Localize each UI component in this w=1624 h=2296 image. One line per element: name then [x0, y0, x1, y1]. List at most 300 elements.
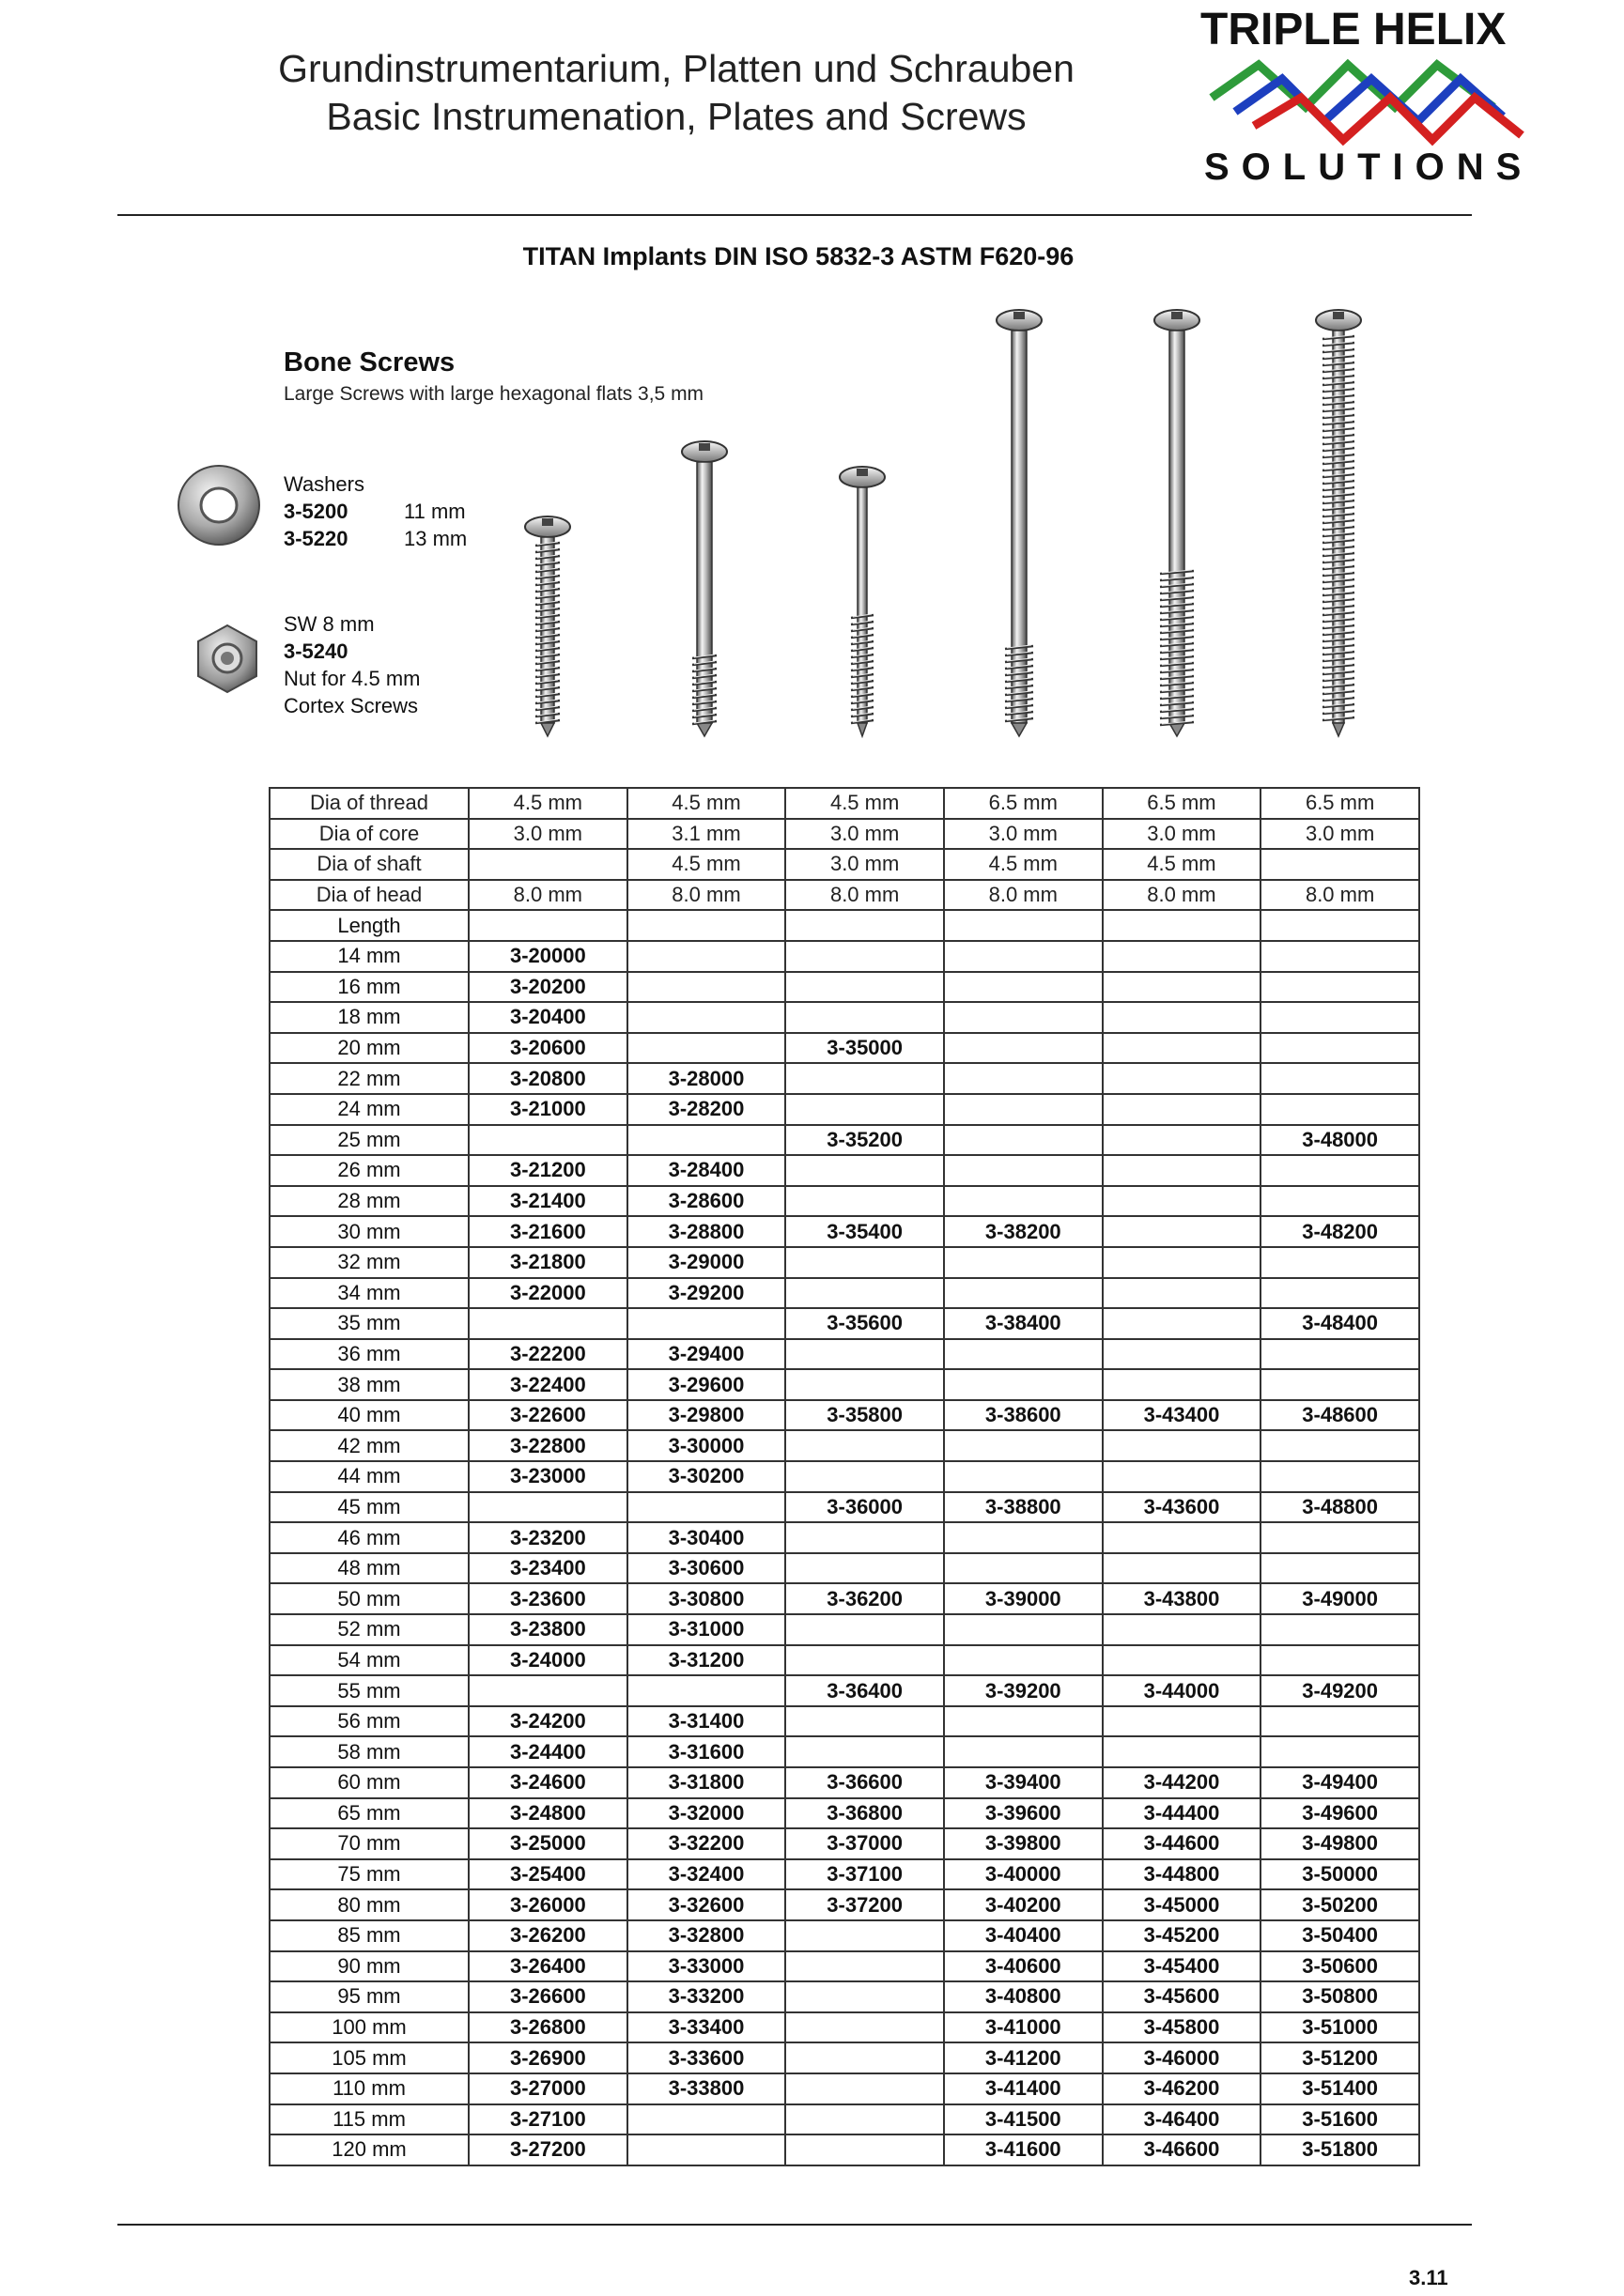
washer-size: 11 mm [404, 500, 466, 523]
table-row [270, 1400, 1419, 1431]
bone-screw-table [269, 787, 1420, 2166]
length-cell: 24 mm [270, 1094, 469, 1125]
table-row [270, 2134, 1419, 2165]
length-cell: 85 mm [270, 1920, 469, 1951]
length-label: Length [270, 910, 469, 941]
article-number-cell: 3-35800 [785, 1400, 944, 1431]
washer-code: 3-5220 [284, 527, 348, 550]
article-number-cell: 3-44600 [1103, 1828, 1261, 1859]
spec-row [270, 849, 1419, 880]
logo-bottom-text: SOLUTIONS [1204, 146, 1534, 188]
article-number-cell: 3-37200 [785, 1889, 944, 1920]
article-number-cell [627, 2134, 786, 2165]
spec-value: 4.5 mm [627, 849, 786, 880]
article-number-cell: 3-50200 [1261, 1889, 1419, 1920]
article-number-cell [944, 1278, 1103, 1309]
article-number-cell: 3-29000 [627, 1247, 786, 1278]
article-number-cell: 3-24400 [469, 1736, 627, 1767]
article-number-cell: 3-38200 [944, 1216, 1103, 1247]
length-cell: 36 mm [270, 1339, 469, 1370]
page-number: 3.11 [1409, 2266, 1448, 2289]
article-number-cell [1261, 1461, 1419, 1492]
washer-size: 13 mm [404, 527, 468, 550]
article-number-cell: 3-36800 [785, 1798, 944, 1829]
spec-value: 3.0 mm [469, 819, 627, 850]
washer-item [284, 498, 467, 525]
article-number-cell: 3-45800 [1103, 2012, 1261, 2043]
table-row [270, 1278, 1419, 1309]
article-number-cell [627, 1125, 786, 1156]
company-logo [1193, 4, 1534, 192]
length-cell: 26 mm [270, 1155, 469, 1186]
article-number-cell: 3-31800 [627, 1767, 786, 1798]
article-number-cell: 3-48600 [1261, 1400, 1419, 1431]
article-number-cell [1103, 1645, 1261, 1676]
article-number-cell: 3-44400 [1103, 1798, 1261, 1829]
article-number-cell: 3-50800 [1261, 1981, 1419, 2012]
article-number-cell: 3-45200 [1103, 1920, 1261, 1951]
length-cell: 34 mm [270, 1278, 469, 1309]
article-number-cell: 3-33800 [627, 2073, 786, 2104]
table-row [270, 1706, 1419, 1737]
table-row [270, 1155, 1419, 1186]
article-number-cell [944, 1155, 1103, 1186]
table-row [270, 1125, 1419, 1156]
table-row [270, 2073, 1419, 2104]
empty-cell [944, 910, 1103, 941]
table-row [270, 2104, 1419, 2135]
article-number-cell: 3-39800 [944, 1828, 1103, 1859]
article-number-cell [944, 1645, 1103, 1676]
length-cell: 16 mm [270, 972, 469, 1003]
cancellous-short-thread-image [997, 310, 1042, 736]
article-number-cell: 3-23600 [469, 1583, 627, 1614]
article-number-cell: 3-33200 [627, 1981, 786, 2012]
article-number-cell [1103, 1125, 1261, 1156]
article-number-cell [627, 1033, 786, 1064]
table-row [270, 1553, 1419, 1584]
cancellous-full-thread-image [1316, 310, 1361, 736]
length-cell: 40 mm [270, 1400, 469, 1431]
article-number-cell: 3-33600 [627, 2042, 786, 2073]
table-row [270, 1339, 1419, 1370]
article-number-cell [785, 1981, 944, 2012]
article-number-cell: 3-20400 [469, 1002, 627, 1033]
article-number-cell: 3-44200 [1103, 1767, 1261, 1798]
article-number-cell [785, 1736, 944, 1767]
article-number-cell [944, 1002, 1103, 1033]
length-cell: 14 mm [270, 941, 469, 972]
article-number-cell: 3-22800 [469, 1430, 627, 1461]
spec-value: 8.0 mm [944, 880, 1103, 911]
spec-value: 3.1 mm [627, 819, 786, 850]
article-number-cell: 3-28000 [627, 1063, 786, 1094]
empty-cell [1103, 910, 1261, 941]
article-number-cell [1261, 972, 1419, 1003]
table-row [270, 1859, 1419, 1890]
spec-label: Dia of thread [270, 788, 469, 819]
article-number-cell: 3-43400 [1103, 1400, 1261, 1431]
spec-value: 3.0 mm [785, 819, 944, 850]
spec-value: 8.0 mm [1261, 880, 1419, 911]
table-row [270, 1033, 1419, 1064]
article-number-cell: 3-33400 [627, 2012, 786, 2043]
article-number-cell [1103, 1216, 1261, 1247]
article-number-cell: 3-28200 [627, 1094, 786, 1125]
article-number-cell: 3-24000 [469, 1645, 627, 1676]
article-number-cell [627, 972, 786, 1003]
article-number-cell [1261, 1706, 1419, 1737]
article-number-cell: 3-29200 [627, 1278, 786, 1309]
article-number-cell [944, 1522, 1103, 1553]
article-number-cell [785, 1614, 944, 1645]
shaft-screw-image [682, 441, 727, 736]
washer-item [284, 525, 467, 552]
article-number-cell: 3-26000 [469, 1889, 627, 1920]
article-number-cell: 3-39200 [944, 1675, 1103, 1706]
length-cell: 44 mm [270, 1461, 469, 1492]
article-number-cell [785, 1645, 944, 1676]
article-number-cell: 3-22600 [469, 1400, 627, 1431]
article-number-cell [1261, 941, 1419, 972]
length-cell: 90 mm [270, 1951, 469, 1982]
article-number-cell [1261, 1094, 1419, 1125]
length-cell: 18 mm [270, 1002, 469, 1033]
article-number-cell [944, 1063, 1103, 1094]
article-number-cell: 3-22400 [469, 1369, 627, 1400]
article-number-cell: 3-23400 [469, 1553, 627, 1584]
article-number-cell: 3-32200 [627, 1828, 786, 1859]
article-number-cell: 3-36600 [785, 1767, 944, 1798]
article-number-cell: 3-20200 [469, 972, 627, 1003]
washers-info [284, 470, 467, 552]
article-number-cell: 3-46600 [1103, 2134, 1261, 2165]
article-number-cell: 3-29600 [627, 1369, 786, 1400]
section-description: Large Screws with large hexagonal flats 3,5 mm [284, 383, 704, 405]
article-number-cell: 3-29400 [627, 1339, 786, 1370]
length-cell: 56 mm [270, 1706, 469, 1737]
article-number-cell [785, 1063, 944, 1094]
article-number-cell [944, 941, 1103, 972]
table-row [270, 1063, 1419, 1094]
spec-value: 4.5 mm [785, 788, 944, 819]
article-number-cell: 3-48800 [1261, 1492, 1419, 1523]
cancellous-long-thread-image [1154, 310, 1199, 736]
article-number-cell [785, 1002, 944, 1033]
article-number-cell: 3-37000 [785, 1828, 944, 1859]
nut-code: 3-5240 [284, 639, 348, 663]
article-number-cell [944, 1614, 1103, 1645]
article-number-cell: 3-41200 [944, 2042, 1103, 2073]
article-number-cell [944, 972, 1103, 1003]
article-number-cell [1261, 1063, 1419, 1094]
article-number-cell: 3-50400 [1261, 1920, 1419, 1951]
article-number-cell [785, 1706, 944, 1737]
title-english: Basic Instrumenation, Plates and Screws [326, 95, 1027, 138]
footer-divider [117, 2224, 1472, 2226]
article-number-cell: 3-31000 [627, 1614, 786, 1645]
table-row [270, 1492, 1419, 1523]
nut-wrench-size: SW 8 mm [284, 612, 375, 636]
spec-label: Dia of head [270, 880, 469, 911]
article-number-cell [469, 1308, 627, 1339]
article-number-cell: 3-33000 [627, 1951, 786, 1982]
spec-value: 8.0 mm [785, 880, 944, 911]
table-row [270, 1767, 1419, 1798]
article-number-cell [785, 1553, 944, 1584]
article-number-cell [785, 1094, 944, 1125]
article-number-cell: 3-49200 [1261, 1675, 1419, 1706]
article-number-cell: 3-49800 [1261, 1828, 1419, 1859]
article-number-cell [1261, 1002, 1419, 1033]
spec-value: 3.0 mm [1261, 819, 1419, 850]
article-number-cell [785, 1430, 944, 1461]
article-number-cell [1103, 1430, 1261, 1461]
article-number-cell [1261, 1186, 1419, 1217]
length-cell: 35 mm [270, 1308, 469, 1339]
length-cell: 25 mm [270, 1125, 469, 1156]
article-number-cell: 3-51200 [1261, 2042, 1419, 2073]
article-number-cell [1103, 1063, 1261, 1094]
empty-cell [627, 910, 786, 941]
header-divider [117, 214, 1472, 216]
article-number-cell [1103, 1369, 1261, 1400]
spec-value: 8.0 mm [627, 880, 786, 911]
title-german: Grundinstrumentarium, Platten und Schrauben [278, 47, 1075, 90]
article-number-cell: 3-35200 [785, 1125, 944, 1156]
article-number-cell: 3-26600 [469, 1981, 627, 2012]
washer-code: 3-5200 [284, 500, 348, 523]
length-cell: 55 mm [270, 1675, 469, 1706]
article-number-cell: 3-21000 [469, 1094, 627, 1125]
article-number-cell: 3-50600 [1261, 1951, 1419, 1982]
article-number-cell [627, 2104, 786, 2135]
nut-info [284, 610, 420, 719]
article-number-cell [944, 1247, 1103, 1278]
spec-value: 6.5 mm [1261, 788, 1419, 819]
article-number-cell [1261, 1614, 1419, 1645]
article-number-cell [785, 2134, 944, 2165]
article-number-cell [627, 1675, 786, 1706]
table-row [270, 1186, 1419, 1217]
cortex-screw-image [525, 516, 570, 736]
article-number-cell: 3-30000 [627, 1430, 786, 1461]
article-number-cell [785, 1461, 944, 1492]
article-number-cell: 3-41400 [944, 2073, 1103, 2104]
article-number-cell: 3-40200 [944, 1889, 1103, 1920]
length-cell: 70 mm [270, 1828, 469, 1859]
length-header-row [270, 910, 1419, 941]
article-number-cell [944, 1033, 1103, 1064]
article-number-cell: 3-41000 [944, 2012, 1103, 2043]
spec-value: 6.5 mm [1103, 788, 1261, 819]
table-row [270, 1216, 1419, 1247]
article-number-cell: 3-30400 [627, 1522, 786, 1553]
article-number-cell: 3-28400 [627, 1155, 786, 1186]
article-number-cell [1103, 1308, 1261, 1339]
table-row [270, 1308, 1419, 1339]
article-number-cell [944, 1369, 1103, 1400]
article-number-cell: 3-28800 [627, 1216, 786, 1247]
article-number-cell [785, 972, 944, 1003]
article-number-cell [944, 1461, 1103, 1492]
article-number-cell [1261, 1339, 1419, 1370]
article-number-cell: 3-37100 [785, 1859, 944, 1890]
table-row [270, 1675, 1419, 1706]
article-number-cell: 3-48200 [1261, 1216, 1419, 1247]
article-number-cell: 3-44000 [1103, 1675, 1261, 1706]
table-row [270, 1951, 1419, 1982]
article-number-cell: 3-25400 [469, 1859, 627, 1890]
article-number-cell [785, 1247, 944, 1278]
article-number-cell: 3-51000 [1261, 2012, 1419, 2043]
article-number-cell [1261, 1369, 1419, 1400]
article-number-cell: 3-20800 [469, 1063, 627, 1094]
length-cell: 42 mm [270, 1430, 469, 1461]
spec-value: 8.0 mm [1103, 880, 1261, 911]
article-number-cell [785, 1369, 944, 1400]
article-number-cell: 3-39600 [944, 1798, 1103, 1829]
article-number-cell: 3-48400 [1261, 1308, 1419, 1339]
article-number-cell [1103, 1614, 1261, 1645]
table-row [270, 1247, 1419, 1278]
article-number-cell [944, 1186, 1103, 1217]
section-title: Bone Screws [284, 347, 456, 378]
length-cell: 46 mm [270, 1522, 469, 1553]
article-number-cell: 3-22200 [469, 1339, 627, 1370]
article-number-cell: 3-25000 [469, 1828, 627, 1859]
article-number-cell: 3-24600 [469, 1767, 627, 1798]
article-number-cell: 3-35400 [785, 1216, 944, 1247]
table-row [270, 2042, 1419, 2073]
article-number-cell: 3-46000 [1103, 2042, 1261, 2073]
table-row [270, 1430, 1419, 1461]
article-number-cell: 3-30600 [627, 1553, 786, 1584]
article-number-cell: 3-38600 [944, 1400, 1103, 1431]
article-number-cell [469, 1675, 627, 1706]
article-number-cell [785, 1278, 944, 1309]
article-number-cell [785, 1920, 944, 1951]
length-cell: 32 mm [270, 1247, 469, 1278]
article-number-cell: 3-26200 [469, 1920, 627, 1951]
article-number-cell: 3-43600 [1103, 1492, 1261, 1523]
article-number-cell: 3-39400 [944, 1767, 1103, 1798]
article-number-cell: 3-21600 [469, 1216, 627, 1247]
article-number-cell [1103, 1002, 1261, 1033]
table-row [270, 1002, 1419, 1033]
length-cell: 38 mm [270, 1369, 469, 1400]
article-number-cell [1103, 1736, 1261, 1767]
article-number-cell [1261, 1430, 1419, 1461]
article-number-cell: 3-46200 [1103, 2073, 1261, 2104]
table-row [270, 1889, 1419, 1920]
article-number-cell [785, 1951, 944, 1982]
small-shaft-screw-image [840, 467, 885, 736]
spec-row [270, 819, 1419, 850]
article-number-cell: 3-23200 [469, 1522, 627, 1553]
article-number-cell [944, 1736, 1103, 1767]
article-number-cell: 3-40800 [944, 1981, 1103, 2012]
article-number-cell: 3-35600 [785, 1308, 944, 1339]
nut-image [193, 624, 263, 694]
article-number-cell: 3-51800 [1261, 2134, 1419, 2165]
article-number-cell [785, 1186, 944, 1217]
spec-value: 4.5 mm [627, 788, 786, 819]
spec-value [1261, 849, 1419, 880]
article-number-cell: 3-29800 [627, 1400, 786, 1431]
table-row [270, 1369, 1419, 1400]
article-number-cell: 3-40000 [944, 1859, 1103, 1890]
article-number-cell [1103, 1706, 1261, 1737]
table-row [270, 1736, 1419, 1767]
article-number-cell [1103, 1461, 1261, 1492]
spec-row [270, 880, 1419, 911]
spec-value: 4.5 mm [1103, 849, 1261, 880]
length-cell: 54 mm [270, 1645, 469, 1676]
article-number-cell [785, 1522, 944, 1553]
table-row [270, 1798, 1419, 1829]
spec-value: 3.0 mm [1103, 819, 1261, 850]
article-number-cell [469, 1125, 627, 1156]
article-number-cell: 3-49400 [1261, 1767, 1419, 1798]
nut-description-2: Cortex Screws [284, 694, 419, 717]
article-number-cell: 3-27000 [469, 2073, 627, 2104]
spec-label: Dia of core [270, 819, 469, 850]
article-number-cell: 3-36400 [785, 1675, 944, 1706]
length-cell: 120 mm [270, 2134, 469, 2165]
article-number-cell: 3-31400 [627, 1706, 786, 1737]
article-number-cell [1261, 1645, 1419, 1676]
article-number-cell: 3-36200 [785, 1583, 944, 1614]
spec-value: 3.0 mm [785, 849, 944, 880]
article-number-cell: 3-31600 [627, 1736, 786, 1767]
article-number-cell [944, 1094, 1103, 1125]
article-number-cell [785, 2073, 944, 2104]
spec-value: 6.5 mm [944, 788, 1103, 819]
length-cell: 50 mm [270, 1583, 469, 1614]
length-cell: 105 mm [270, 2042, 469, 2073]
length-cell: 65 mm [270, 1798, 469, 1829]
article-number-cell [785, 941, 944, 972]
article-number-cell [1103, 1278, 1261, 1309]
page-title [216, 45, 1137, 141]
article-number-cell: 3-21200 [469, 1155, 627, 1186]
length-cell: 30 mm [270, 1216, 469, 1247]
article-number-cell: 3-41500 [944, 2104, 1103, 2135]
article-number-cell: 3-32800 [627, 1920, 786, 1951]
empty-cell [1261, 910, 1419, 941]
article-number-cell [944, 1430, 1103, 1461]
article-number-cell: 3-40400 [944, 1920, 1103, 1951]
length-cell: 75 mm [270, 1859, 469, 1890]
article-number-cell: 3-22000 [469, 1278, 627, 1309]
article-number-cell: 3-40600 [944, 1951, 1103, 1982]
article-number-cell: 3-24800 [469, 1798, 627, 1829]
article-number-cell: 3-23000 [469, 1461, 627, 1492]
washers-label: Washers [284, 472, 364, 496]
spec-label: Dia of shaft [270, 849, 469, 880]
table-row [270, 1645, 1419, 1676]
article-number-cell [944, 1553, 1103, 1584]
article-number-cell: 3-26800 [469, 2012, 627, 2043]
article-number-cell [1261, 1155, 1419, 1186]
article-number-cell: 3-43800 [1103, 1583, 1261, 1614]
article-number-cell: 3-49000 [1261, 1583, 1419, 1614]
length-cell: 80 mm [270, 1889, 469, 1920]
length-cell: 20 mm [270, 1033, 469, 1064]
spec-value: 4.5 mm [944, 849, 1103, 880]
article-number-cell: 3-27200 [469, 2134, 627, 2165]
